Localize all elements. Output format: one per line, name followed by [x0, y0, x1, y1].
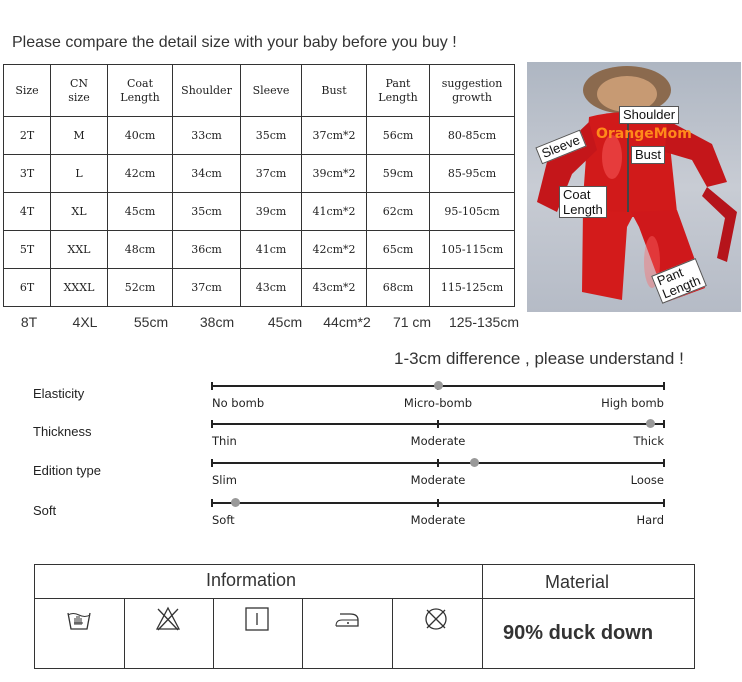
attribute-level-marker	[434, 381, 443, 390]
attribute-scale-tick	[437, 420, 439, 428]
table-cell: 41cm	[241, 231, 302, 269]
attribute-scale-tick	[663, 459, 665, 467]
table-cell: 52cm	[108, 269, 173, 307]
table-cell: 4T	[4, 193, 51, 231]
label-shoulder: Shoulder	[619, 106, 679, 124]
care-divider	[124, 598, 125, 668]
table-cell: 37cm	[173, 269, 241, 307]
product-photo	[527, 62, 741, 312]
info-divider-h	[35, 598, 694, 599]
table-header-row	[4, 65, 515, 117]
information-title: Information	[206, 570, 297, 590]
table-cell: 33cm	[173, 117, 241, 155]
table-cell: 37cm	[241, 155, 302, 193]
attribute-scale-label: High bomb	[601, 396, 664, 410]
attribute-scale-tick	[437, 459, 439, 467]
table-header-cell: Sleeve	[241, 65, 302, 117]
table-cell: 43cm*2	[302, 269, 367, 307]
attribute-scale-tick	[437, 499, 439, 507]
table-cell: 41cm*2	[302, 193, 367, 231]
label-pant-length: Pant Length	[651, 258, 707, 304]
extra-row-cell: 71 cm	[392, 314, 432, 330]
table-cell: 115-125cm	[430, 269, 515, 307]
table-header-cell: suggestion growth	[430, 65, 515, 117]
attribute-label: Soft	[33, 503, 57, 518]
attribute-scale-label: Hard	[636, 513, 664, 527]
table-cell: 40cm	[108, 117, 173, 155]
attribute-scale-label: Moderate	[410, 513, 466, 527]
table-cell: 59cm	[367, 155, 430, 193]
table-header-cell: CN size	[51, 65, 108, 117]
table-cell: 35cm	[241, 117, 302, 155]
material-title: Material	[545, 572, 610, 592]
table-cell: 42cm*2	[302, 231, 367, 269]
attribute-scale-tick	[663, 420, 665, 428]
attribute-label: Edition type	[33, 463, 101, 478]
care-divider	[392, 598, 393, 668]
table-row	[4, 155, 515, 193]
attribute-scale-tick	[211, 382, 213, 390]
extra-row-cell: 125-135cm	[448, 314, 520, 330]
attribute-scale-label: Loose	[630, 473, 664, 487]
table-cell: 37cm*2	[302, 117, 367, 155]
extra-row-cell: 4XL	[72, 314, 98, 330]
table-cell: 85-95cm	[430, 155, 515, 193]
attribute-scale-tick	[663, 499, 665, 507]
table-cell: 3T	[4, 155, 51, 193]
table-row	[4, 117, 515, 155]
table-cell: 56cm	[367, 117, 430, 155]
size-difference-note: 1-3cm difference , please understand !	[394, 349, 684, 368]
table-header-cell: Shoulder	[173, 65, 241, 117]
table-row	[4, 231, 515, 269]
size-table	[3, 64, 515, 307]
table-cell: 39cm	[241, 193, 302, 231]
no-bleach-icon	[154, 605, 182, 633]
attribute-scale-label: Micro-bomb	[403, 396, 473, 410]
attribute-label: Thickness	[33, 424, 92, 439]
table-cell: 6T	[4, 269, 51, 307]
watermark: OrangeMom	[596, 126, 692, 142]
table-cell: M	[51, 117, 108, 155]
tumble-dry-icon	[243, 605, 271, 633]
extra-row-cell: 55cm	[133, 314, 169, 330]
attribute-scale-label: Moderate	[410, 434, 466, 448]
table-cell: 80-85cm	[430, 117, 515, 155]
table-cell: 35cm	[173, 193, 241, 231]
care-divider	[213, 598, 214, 668]
attribute-scale-label: Soft	[212, 513, 235, 527]
table-cell: 65cm	[367, 231, 430, 269]
table-header-cell: Bust	[302, 65, 367, 117]
attribute-level-marker	[231, 498, 240, 507]
attribute-scale-tick	[211, 420, 213, 428]
table-header-cell: Coat Length	[108, 65, 173, 117]
attribute-label: Elasticity	[33, 386, 85, 401]
table-cell: 95-105cm	[430, 193, 515, 231]
label-sleeve: Sleeve	[535, 130, 586, 165]
info-box	[34, 564, 695, 669]
attribute-level-marker	[646, 419, 655, 428]
attribute-scale-label: Moderate	[410, 473, 466, 487]
header-text: Please compare the detail size with your baby before you buy !	[12, 34, 457, 51]
table-cell: 68cm	[367, 269, 430, 307]
label-bust: Bust	[631, 146, 665, 164]
attribute-scale-tick	[211, 499, 213, 507]
extra-row-cell: 8T	[20, 314, 38, 330]
iron-low-icon	[333, 605, 361, 633]
table-cell: L	[51, 155, 108, 193]
care-divider	[302, 598, 303, 668]
table-header-cell: Pant Length	[367, 65, 430, 117]
extra-row-cell: 38cm	[199, 314, 235, 330]
table-header-cell: Size	[4, 65, 51, 117]
attribute-scale-tick	[211, 459, 213, 467]
attribute-scale-label: Thick	[633, 434, 664, 448]
table-cell: 62cm	[367, 193, 430, 231]
material-value: 90% duck down	[503, 622, 654, 644]
table-cell: XXXL	[51, 269, 108, 307]
extra-row-cell: 44cm*2	[323, 314, 371, 330]
attribute-scale-label: Slim	[212, 473, 237, 487]
table-cell: 5T	[4, 231, 51, 269]
attribute-level-marker	[470, 458, 479, 467]
no-dry-clean-icon	[422, 605, 450, 633]
table-cell: 43cm	[241, 269, 302, 307]
table-cell: 42cm	[108, 155, 173, 193]
table-row	[4, 269, 515, 307]
extra-row-cell: 45cm	[267, 314, 303, 330]
attribute-scale-tick	[663, 382, 665, 390]
hand-wash-icon	[65, 605, 93, 633]
info-divider-v	[482, 565, 483, 668]
attribute-scale-label: No bomb	[212, 396, 265, 410]
table-cell: 39cm*2	[302, 155, 367, 193]
table-cell: 34cm	[173, 155, 241, 193]
table-cell: 2T	[4, 117, 51, 155]
table-cell: XXL	[51, 231, 108, 269]
table-cell: 105-115cm	[430, 231, 515, 269]
table-cell: 45cm	[108, 193, 173, 231]
header-bar	[0, 26, 742, 60]
label-coat-length: Coat Length	[559, 186, 607, 218]
table-cell: 48cm	[108, 231, 173, 269]
table-cell: XL	[51, 193, 108, 231]
attribute-scale-label: Thin	[212, 434, 237, 448]
table-row	[4, 193, 515, 231]
table-cell: 36cm	[173, 231, 241, 269]
